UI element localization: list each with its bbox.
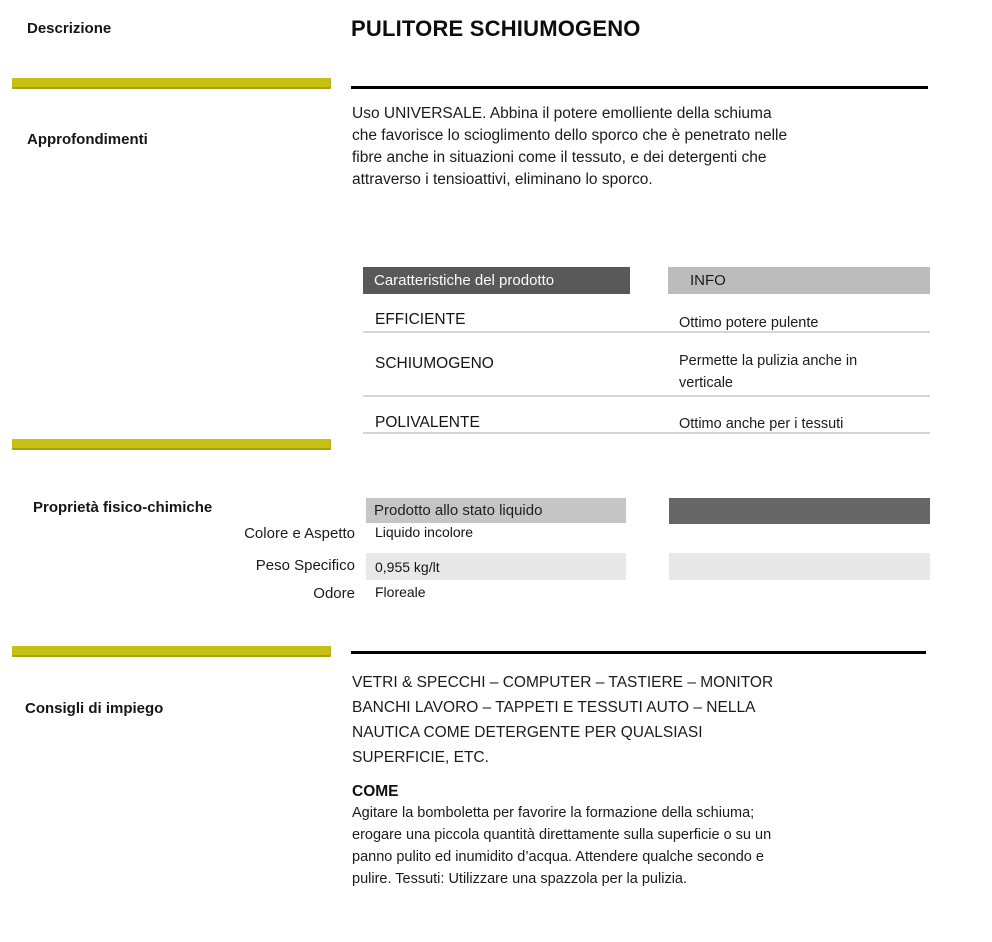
property-value: 0,955 kg/lt [366, 553, 626, 580]
usage-surfaces-text: VETRI & SPECCHI – COMPUTER – TASTIERE – MONITOR BANCHI LAVORO – TAPPETI E TESSUTI AUTO – NELLA NAUTICA COME DETERGENTE PER QUALSIASI SUPERFICIE, ETC. [352, 674, 774, 766]
row-divider [363, 395, 930, 397]
row-divider [363, 432, 930, 434]
how-to-text: Agitare la bomboletta per favorire la formazione della schiuma; erogare una piccola quantità direttamente sulla superficie o su un panno pulito ed inumidito d’acqua. Attendere qualche secondo e pulire. Tessuti: Utilizzare una spazzola per la pulizia. [352, 805, 772, 887]
feature-cell: POLIVALENTE [375, 414, 480, 431]
features-header-info: INFO [668, 267, 930, 294]
row-divider [363, 331, 930, 333]
section-label-approfondimenti: Approfondimenti [27, 131, 148, 148]
how-to-heading: COME [352, 783, 399, 800]
info-cell: Ottimo anche per i tessuti [679, 416, 844, 432]
section-label-consigli: Consigli di impiego [25, 700, 164, 717]
description-text: Uso UNIVERSALE. Abbina il potere emolliente della schiuma che favorisce lo scioglimento dello sporco che è penetrato nelle fibre anche in situazioni come il tessuto, e dei detergenti che attraverso i tensioattivi, eliminano lo sporco. [352, 105, 788, 188]
accent-bar-divider [12, 439, 331, 450]
property-label: Colore e Aspetto [244, 525, 355, 542]
features-header-feature: Caratteristiche del prodotto [363, 267, 630, 294]
section-label-descrizione: Descrizione [27, 20, 112, 37]
property-value: Floreale [375, 584, 426, 600]
property-label: Peso Specifico [255, 557, 355, 574]
feature-cell: EFFICIENTE [375, 311, 466, 328]
accent-bar-divider [12, 78, 331, 89]
section-label-proprieta: Proprietà fisico-chimiche [33, 499, 213, 516]
info-cell: Ottimo potere pulente [679, 315, 819, 331]
info-cell: Permette la pulizia anche in verticale [679, 353, 858, 391]
dark-band [669, 498, 930, 524]
property-label: Odore [313, 585, 355, 602]
horizontal-rule [351, 86, 928, 89]
state-banner: Prodotto allo stato liquido [366, 498, 626, 523]
light-band [669, 553, 930, 580]
accent-bar-divider [12, 646, 331, 657]
horizontal-rule [351, 651, 926, 654]
feature-cell: SCHIUMOGENO [375, 355, 494, 372]
page-title: PULITORE SCHIUMOGENO [351, 16, 641, 41]
property-value: Liquido incolore [375, 524, 474, 540]
